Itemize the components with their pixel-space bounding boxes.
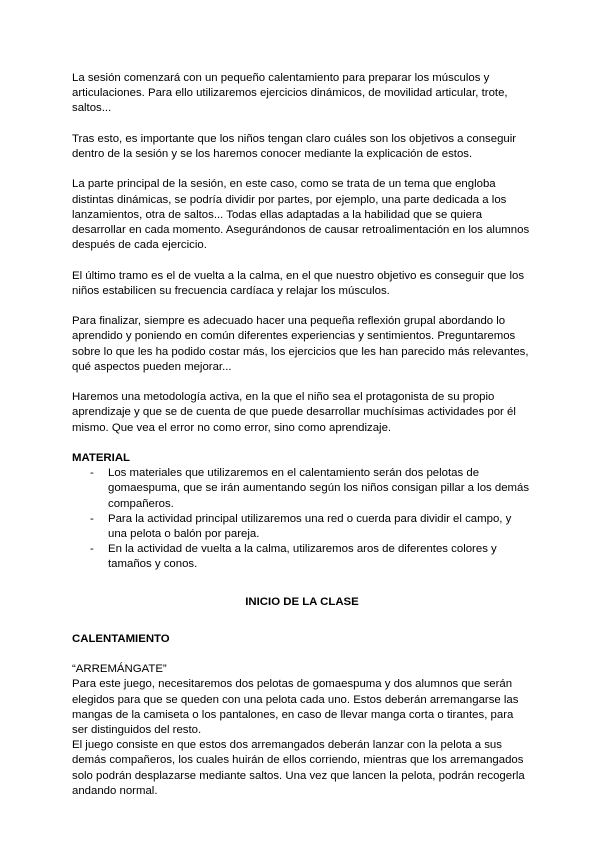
game-title: “ARREMÁNGATE”: [72, 663, 167, 676]
material-item-text: En la actividad de vuelta a la calma, utilizaremos aros de diferentes colores y tamaños y conos.: [108, 543, 497, 571]
warmup-paragraph: Para este juego, necesitaremos dos pelotas de gomaespuma y dos alumnos que serán elegidos para que se queden con una pelota cada uno. Estos deberán arremangarse las mangas de la camiseta o los pantalones, en caso de llevar manga corta o tirantes, para ser distinguidos del resto.: [72, 678, 519, 737]
paragraph-methodology: Haremos una metodología activa, en la que el niño sea el protagonista de su propio aprendizaje y que se de cuenta de que puede desarrollar muchísimas actividades por él mismo. Que vea el error no como error, sino como aprendizaje.: [72, 391, 516, 434]
paragraph-main-part: La parte principal de la sesión, en este caso, como se trata de un tema que engloba distintas dinámicas, se podría dividir por partes, por ejemplo, una parte dedicada a los lanzamientos, otra de saltos... Todas ellas adaptadas a la habilidad que se quiera desarrollar en cada momento. Asegurándonos de causar retroalimentación en los alumnos después de cada ejercicio.: [72, 178, 530, 252]
spacer: [72, 610, 532, 632]
list-dash: -: [90, 512, 94, 525]
material-item-text: Para la actividad principal utilizaremos una red o cuerda para dividir el campo, y una pelota o balón por pareja.: [108, 512, 512, 540]
material-item-text: Los materiales que utilizaremos en el calentamiento serán dos pelotas de gomaespuma, que se irán aumentando según los niños consigan pillar a los demás compañeros.: [108, 467, 530, 510]
paragraph-objectives: Tras esto, es importante que los niños tengan claro cuáles son los objetivos a conseguir dentro de la sesión y se los haremos conocer mediante la explicación de estos.: [72, 132, 517, 160]
document-body: [72, 71, 532, 799]
paragraph-reflection: Para finalizar, siempre es adecuado hacer una pequeña reflexión grupal abordando lo aprendido y poniendo en común diferentes experiencias y sentimientos. Preguntaremos sobre lo que les ha podido costar más, los ejercicios que les han parecido más relevantes, qué aspectos pueden mejorar...: [72, 315, 529, 373]
paragraph-warmup-intro: La sesión comenzará con un pequeño calentamiento para preparar los músculos y articulaciones. Para ello utilizaremos ejercicios dinámicos, de movilidad articular, trote, saltos...: [72, 72, 508, 115]
section-title: INICIO DE LA CLASE: [245, 595, 359, 608]
material-item: [72, 542, 532, 572]
paragraph-cool-down: El último tramo es el de vuelta a la calma, en el que nuestro objetivo es conseguir que los niños estabilicen su frecuencia cardíaca y relajar los músculos.: [72, 269, 525, 297]
warmup-paragraph: El juego consiste en que estos dos arremangados deberán lanzar con la pelota a sus demás compañeros, los cuales huirán de ellos corriendo, mientras que los arremangados solo podrán desplazarse mediante saltos. Una vez que lancen la pelota, podrán recogerla andando normal.: [72, 739, 525, 797]
list-dash: -: [90, 543, 94, 556]
spacer: [72, 647, 532, 662]
material-heading: MATERIAL: [72, 451, 130, 464]
material-item: [72, 466, 532, 512]
list-dash: -: [90, 467, 94, 480]
material-item: [72, 512, 532, 542]
warmup-heading: CALENTAMIENTO: [72, 632, 170, 645]
material-list: [72, 466, 532, 572]
